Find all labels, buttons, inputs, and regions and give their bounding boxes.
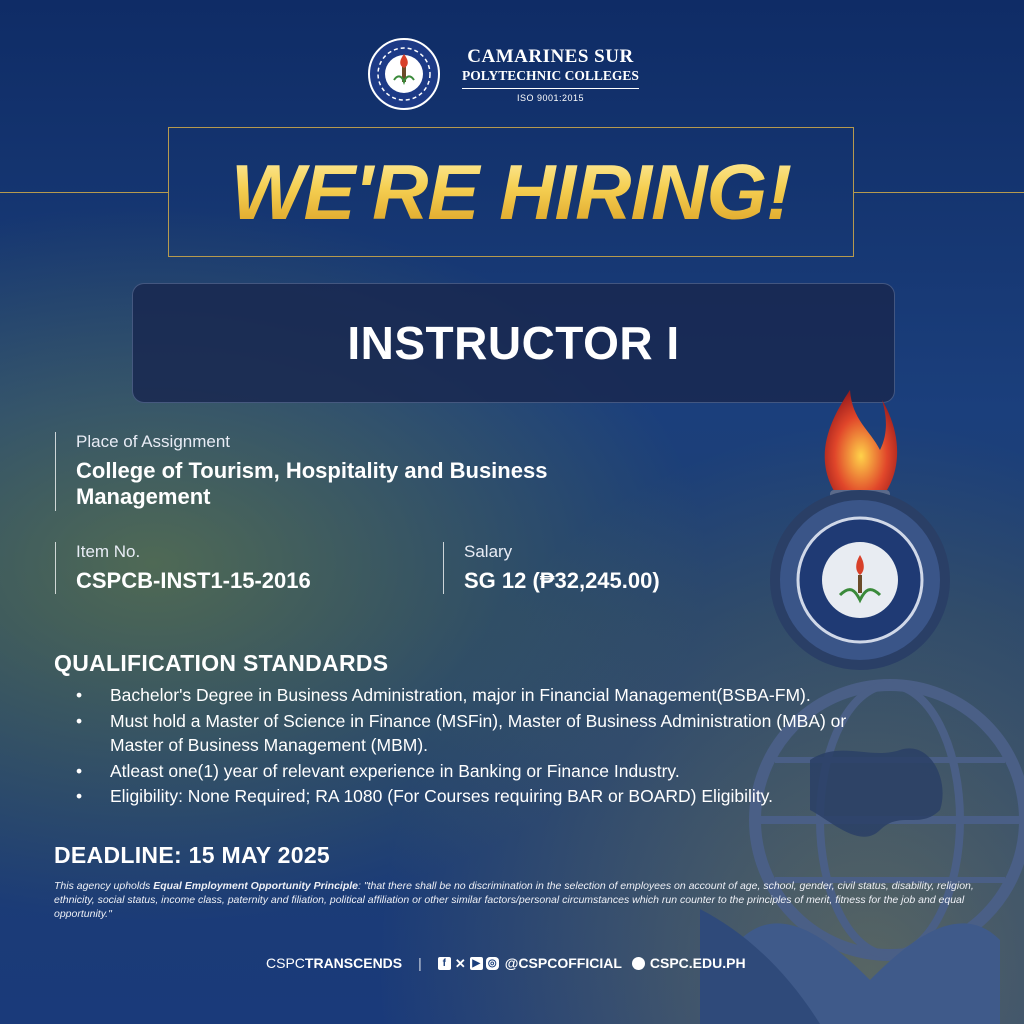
facebook-icon[interactable]: f [438, 957, 451, 970]
header [368, 38, 639, 110]
eeo-principle: Equal Employment Opportunity Principle [153, 880, 359, 892]
assignment-block [55, 432, 676, 511]
hashtag [266, 955, 402, 971]
item-value: CSPCB-INST1-15-2016 [76, 568, 311, 593]
instagram-icon[interactable]: ◎ [486, 957, 499, 970]
salary-block [443, 542, 764, 594]
eeo-prefix: This agency upholds [54, 880, 154, 892]
eeo-text: : "that there shall be no discrimination in the selection of employees on account of age, school, gender, civil status, disability, religion, ethnicity, social status, income class, paternity and filiation, political affiliation or other similar factors/personal circumstances which run counter to the principles of merit, fitness for the job and equal opportunity." [54, 880, 974, 920]
qualification-item: • Atleast one(1) year of relevant experience in Banking or Finance Industry. [110, 759, 854, 784]
qualification-standards [54, 650, 854, 810]
footer-separator: | [418, 955, 422, 971]
banner-line-right [854, 192, 1024, 193]
salary-value: SG 12 (₱32,245.00) [464, 568, 660, 593]
social-links[interactable] [438, 955, 622, 971]
hiring-banner [168, 127, 854, 257]
website-link[interactable] [632, 955, 746, 971]
globe-icon [632, 957, 645, 970]
brand-block [462, 46, 639, 103]
qualification-list [54, 683, 854, 809]
hashtag-bold: TRANSCENDS [304, 955, 403, 971]
eeo-statement [54, 879, 984, 921]
item-label: Item No. [76, 542, 141, 561]
qualification-title: QUALIFICATION STANDARDS [54, 650, 389, 676]
salary-label: Salary [464, 542, 513, 561]
qualification-item: • Must hold a Master of Science in Finance (MSFin), Master of Business Administration (MBA) or Master of Business Management (MBM). [110, 709, 854, 758]
iso-certification: ISO 9001:2015 [516, 92, 584, 103]
qualification-item: • Bachelor's Degree in Business Administration, major in Financial Management(BSBA-FM). [110, 683, 854, 708]
website-text[interactable]: CSPC.EDU.PH [649, 955, 746, 971]
assignment-value: College of Tourism, Hospitality and Business Management [76, 458, 548, 510]
assignment-label: Place of Assignment [76, 432, 231, 451]
hiring-title: WE'RE HIRING! [230, 147, 792, 236]
college-name: CAMARINES SUR [467, 45, 634, 67]
social-handle[interactable]: @CSPCOFFICIAL [504, 955, 622, 971]
qualification-item: • Eligibility: None Required; RA 1080 (For Courses requiring BAR or BOARD) Eligibility. [110, 784, 854, 809]
deadline: DEADLINE: 15 MAY 2025 [54, 842, 331, 868]
hashtag-light: CSPC [266, 955, 305, 971]
item-block [55, 542, 416, 594]
position-title: INSTRUCTOR I [347, 317, 680, 369]
college-seal-icon [368, 38, 440, 110]
x-icon[interactable]: ✕ [454, 955, 466, 971]
banner-line-left [0, 192, 168, 193]
college-subname: POLYTECHNIC COLLEGES [462, 68, 639, 89]
footer [266, 955, 746, 971]
youtube-icon[interactable]: ▶ [470, 957, 483, 970]
